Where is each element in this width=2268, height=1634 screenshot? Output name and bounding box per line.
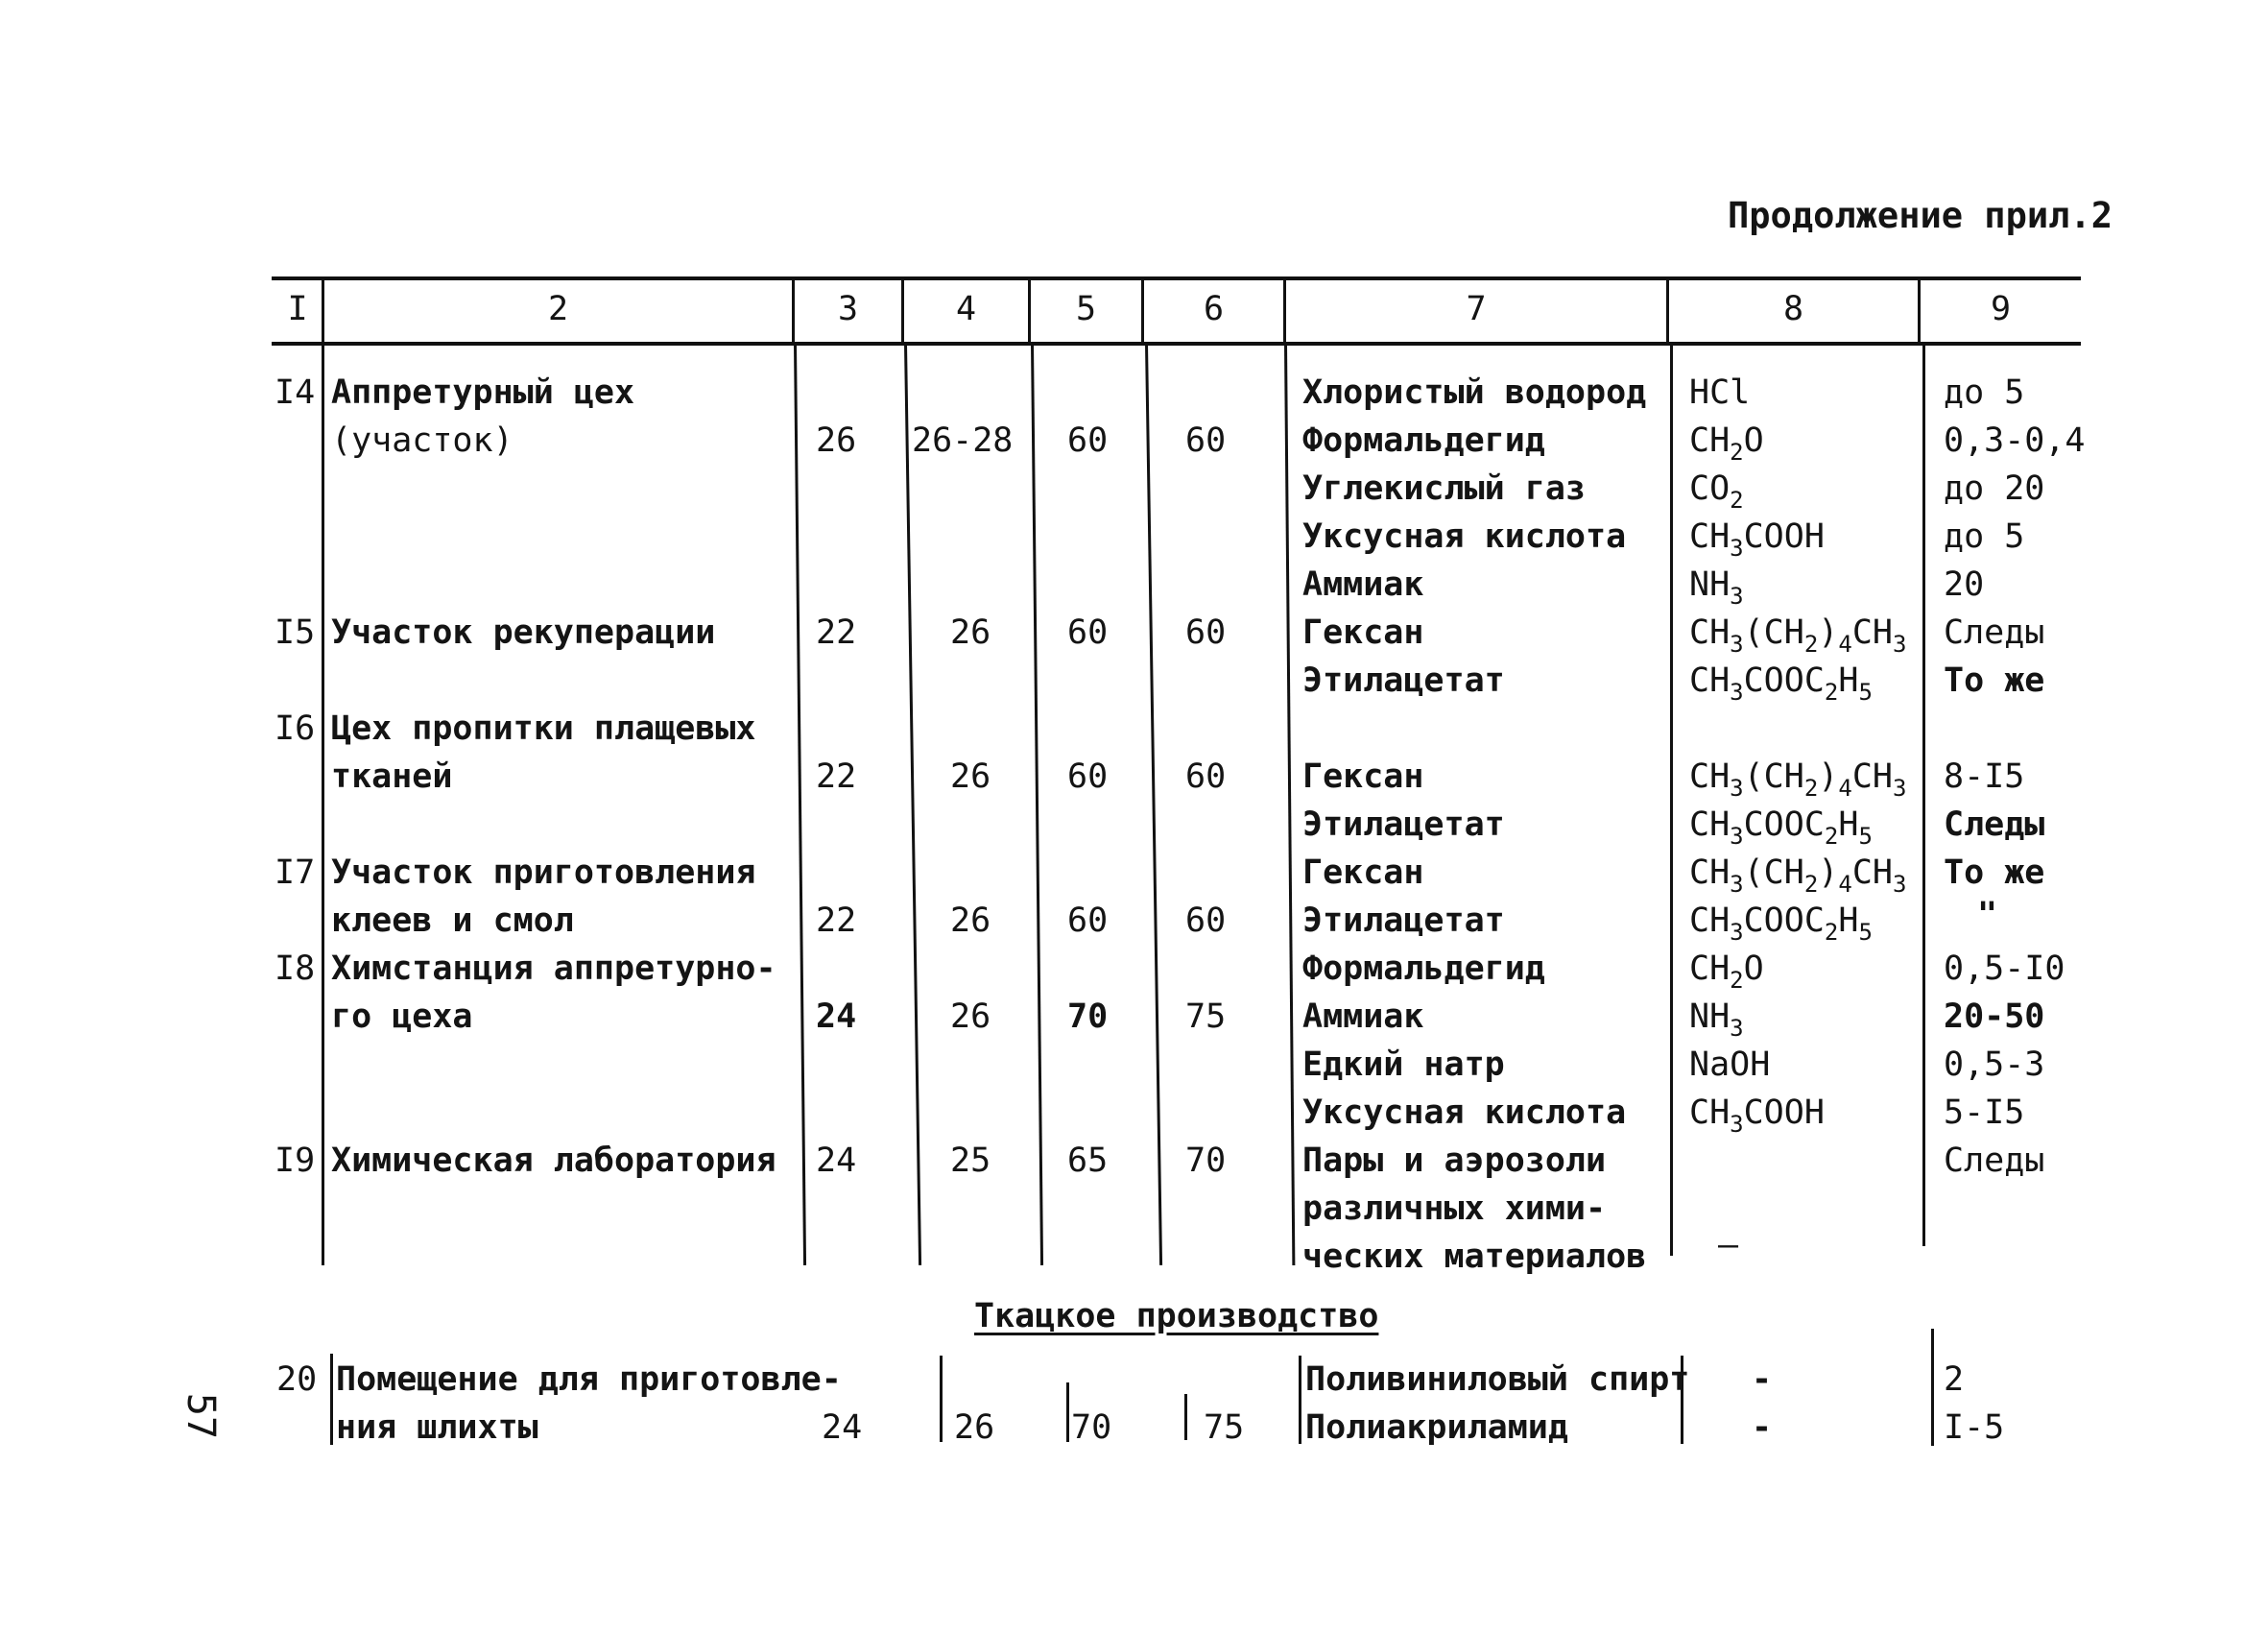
area-name: Химстанция аппретурно- bbox=[331, 949, 776, 988]
substance-value: То же bbox=[1944, 853, 2045, 892]
value-col4: 25 bbox=[950, 1141, 991, 1180]
substance-formula: HCl bbox=[1689, 373, 1751, 412]
substance-value: 20-50 bbox=[1944, 997, 2045, 1036]
area-name: Цех пропитки плащевых bbox=[331, 709, 756, 748]
substance-name: Едкий натр bbox=[1302, 1045, 1505, 1084]
substance-formula: $CH_3COOH$ bbox=[1689, 1093, 1825, 1138]
substance-formula: $CH_3(CH_2)_4CH_3$ bbox=[1689, 613, 1907, 658]
substance-formula: $CH_3COOH$ bbox=[1689, 517, 1825, 562]
substance-name: Пары и аэрозоли bbox=[1302, 1141, 1607, 1180]
substance-value: 2 bbox=[1944, 1360, 1965, 1399]
substance-value: 20 bbox=[1944, 565, 1985, 604]
col-header-2: 2 bbox=[547, 290, 569, 328]
col-header-4: 4 bbox=[955, 290, 977, 328]
value-col6: 70 bbox=[1185, 1141, 1227, 1180]
value-col4: 26-28 bbox=[912, 421, 1014, 460]
value-col5: 60 bbox=[1067, 757, 1109, 796]
col-header-6: 6 bbox=[1203, 290, 1225, 328]
col-header-9: 9 bbox=[1990, 290, 2012, 328]
substance-value: до 20 bbox=[1944, 469, 2045, 508]
value-col3: 22 bbox=[816, 613, 857, 652]
substance-name: Уксусная кислота bbox=[1302, 517, 1627, 556]
substance-formula: $CH_3(CH_2)_4CH_3$ bbox=[1689, 853, 1907, 898]
value-col5: 70 bbox=[1071, 1408, 1112, 1447]
substance-name: Уксусная кислота bbox=[1302, 1093, 1627, 1132]
body-divider bbox=[1066, 1382, 1069, 1442]
substance-name: ческих материалов bbox=[1302, 1238, 1647, 1276]
table-top-rule bbox=[272, 276, 2081, 280]
area-name: клеев и смол bbox=[331, 901, 574, 940]
body-divider bbox=[1184, 1394, 1187, 1440]
value-col4: 26 bbox=[950, 757, 991, 796]
substance-value: 8-I5 bbox=[1944, 757, 2025, 796]
value-col5: 60 bbox=[1067, 613, 1109, 652]
substance-formula: NaOH bbox=[1689, 1045, 1771, 1084]
body-divider bbox=[1922, 344, 1925, 1246]
body-divider bbox=[330, 1354, 333, 1445]
substance-formula: $CH_2O$ bbox=[1689, 421, 1764, 466]
value-col3: 24 bbox=[816, 997, 857, 1036]
body-divider bbox=[1299, 1356, 1301, 1444]
area-name: Участок приготовления bbox=[331, 853, 756, 892]
substance-value: 0,5-3 bbox=[1944, 1045, 2045, 1084]
substance-value: 5-I5 bbox=[1944, 1093, 2025, 1132]
value-col6: 60 bbox=[1185, 421, 1227, 460]
substance-formula: - bbox=[1752, 1360, 1773, 1399]
page-number: 57 bbox=[179, 1392, 224, 1440]
value-col3: 22 bbox=[816, 757, 857, 796]
row-number: I5 bbox=[275, 613, 316, 652]
body-divider bbox=[904, 344, 921, 1265]
body-divider bbox=[1031, 344, 1043, 1265]
area-name: Участок рекуперации bbox=[331, 613, 716, 652]
substance-value: I-5 bbox=[1944, 1408, 2005, 1447]
substance-formula: $NH_3$ bbox=[1689, 565, 1744, 610]
row-number: I4 bbox=[275, 373, 316, 412]
value-col3: 22 bbox=[816, 901, 857, 940]
body-divider bbox=[940, 1356, 943, 1442]
body-divider bbox=[794, 344, 806, 1265]
substance-formula: $NH_3$ bbox=[1689, 997, 1744, 1042]
col-header-3: 3 bbox=[837, 290, 859, 328]
col-header-7: 7 bbox=[1466, 290, 1487, 328]
value-col3: 24 bbox=[816, 1141, 857, 1180]
substance-name: Формальдегид bbox=[1302, 421, 1545, 460]
value-col4: 26 bbox=[950, 997, 991, 1036]
value-col6: 60 bbox=[1185, 613, 1227, 652]
substance-name: Аммиак bbox=[1302, 565, 1424, 604]
substance-formula: $CH_3COOC_2H_5$ bbox=[1689, 901, 1873, 946]
substance-name: Аммиак bbox=[1302, 997, 1424, 1036]
area-name: тканей bbox=[331, 757, 453, 796]
substance-value: Следы bbox=[1944, 1141, 2045, 1180]
substance-value: до 5 bbox=[1944, 517, 2025, 556]
substance-name: Этилацетат bbox=[1302, 805, 1505, 844]
value-col5: 60 bbox=[1067, 421, 1109, 460]
row-number: 20 bbox=[276, 1360, 318, 1399]
value-col6: 60 bbox=[1185, 757, 1227, 796]
substance-name: Этилацетат bbox=[1302, 901, 1505, 940]
col-header-1: I bbox=[287, 290, 308, 328]
substance-name: Формальдегид bbox=[1302, 949, 1545, 988]
substance-name: Полиакриламид bbox=[1305, 1408, 1568, 1447]
substance-formula: — bbox=[1718, 1226, 1739, 1264]
area-name: Помещение для приготовле- bbox=[336, 1360, 842, 1399]
row-number: I8 bbox=[275, 949, 316, 988]
substance-value: до 5 bbox=[1944, 373, 2025, 412]
substance-formula: $CH_3(CH_2)_4CH_3$ bbox=[1689, 757, 1907, 802]
substance-name: Гексан bbox=[1302, 853, 1424, 892]
value-col6: 60 bbox=[1185, 901, 1227, 940]
col-header-8: 8 bbox=[1782, 290, 1804, 328]
substance-name: Гексан bbox=[1302, 613, 1424, 652]
substance-value: Следы bbox=[1944, 613, 2045, 652]
substance-name: Гексан bbox=[1302, 757, 1424, 796]
body-divider bbox=[322, 344, 324, 1265]
value-col5: 65 bbox=[1067, 1141, 1109, 1180]
area-name: Аппретурный цех bbox=[331, 373, 635, 412]
substance-value: То же bbox=[1944, 661, 2045, 700]
value-col3: 26 bbox=[816, 421, 857, 460]
table-header-rule bbox=[272, 342, 2081, 346]
substance-value: Следы bbox=[1944, 805, 2045, 844]
value-col5: 70 bbox=[1067, 997, 1109, 1036]
value-col4: 26 bbox=[950, 901, 991, 940]
ditto-mark: " bbox=[1977, 896, 1998, 934]
value-col6: 75 bbox=[1204, 1408, 1245, 1447]
row-number: I9 bbox=[275, 1141, 316, 1180]
substance-value: 0,3-0,4 bbox=[1944, 421, 2086, 460]
row-number: I7 bbox=[275, 853, 316, 892]
substance-formula: $CH_3COOC_2H_5$ bbox=[1689, 805, 1873, 850]
substance-formula: $CO_2$ bbox=[1689, 469, 1744, 514]
body-divider bbox=[1931, 1329, 1934, 1446]
area-name: го цеха bbox=[331, 997, 473, 1036]
substance-formula: $CH_2O$ bbox=[1689, 949, 1764, 994]
substance-name: Углекислый газ bbox=[1302, 469, 1587, 508]
body-divider bbox=[1670, 344, 1673, 1256]
substance-name: Этилацетат bbox=[1302, 661, 1505, 700]
body-divider bbox=[1145, 344, 1162, 1265]
value-col4: 26 bbox=[950, 613, 991, 652]
area-name: Химическая лаборатория bbox=[331, 1141, 776, 1180]
value-col5: 60 bbox=[1067, 901, 1109, 940]
substance-formula: $CH_3COOC_2H_5$ bbox=[1689, 661, 1873, 706]
section-title: Ткацкое производство bbox=[974, 1297, 1379, 1335]
substance-name: различных хими- bbox=[1302, 1189, 1607, 1228]
area-name: (участок) bbox=[331, 421, 513, 460]
area-name: ния шлихты bbox=[336, 1408, 538, 1447]
page-header: Продолжение прил.2 bbox=[1728, 195, 2113, 236]
substance-value: 0,5-I0 bbox=[1944, 949, 2065, 988]
value-col3: 24 bbox=[822, 1408, 863, 1447]
substance-name: Поливиниловый спирт bbox=[1305, 1360, 1690, 1399]
row-number: I6 bbox=[275, 709, 316, 748]
col-header-5: 5 bbox=[1075, 290, 1097, 328]
substance-formula: - bbox=[1752, 1408, 1773, 1447]
value-col6: 75 bbox=[1185, 997, 1227, 1036]
substance-name: Хлористый водород bbox=[1302, 373, 1647, 412]
value-col4: 26 bbox=[954, 1408, 995, 1447]
body-divider bbox=[1284, 344, 1295, 1265]
